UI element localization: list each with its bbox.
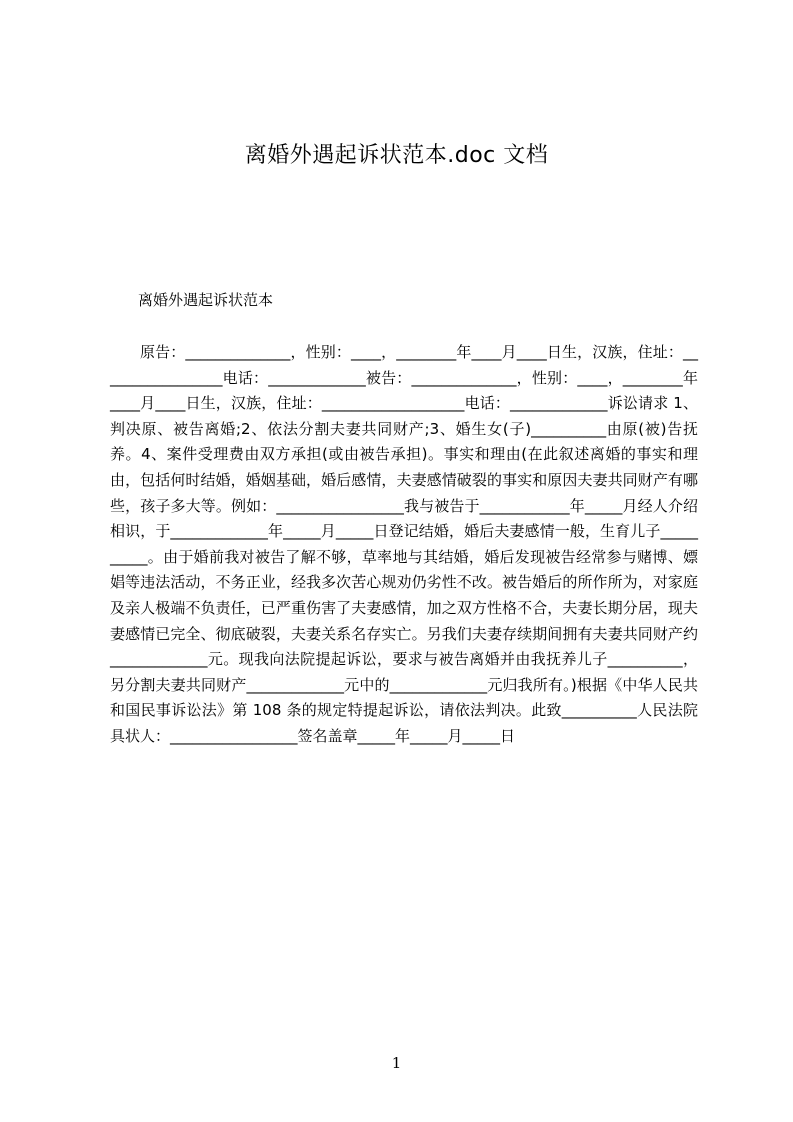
document-body-paragraph: 原告：______________，性别：____，________年____月____日生，汉族，住址：_________________电话：_____________被告：______________，性别：____，________年____月____日生，汉族，住址：___________________电话：_____________诉讼请求 1、判决原、被告离婚;2、依法分割夫妻共同财产;3、婚生女(子)__________由原(被)告抚养。4、案件受理费由双方承担(或由被告承担)。事实和理由(在此叙述离婚的事实和理由，包括何时结婚，婚姻基础，婚后感情，夫妻感情破裂的事实和原因夫妻共同财产有哪些，孩子多大等。例如：_________________我与被告于____________年_____月经人介绍相识，于_____________年_____月_____日登记结婚，婚后夫妻感情一般，生育儿子__________。由于婚前我对被告了解不够，草率地与其结婚，婚后发现被告经常参与赌博、嫖娼等违法活动，不务正业，经我多次苦心规劝仍劣性不改。被告婚后的所作所为，对家庭及亲人极端不负责任，已严重伤害了夫妻感情，加之双方性格不合，夫妻长期分居，现夫妻感情已完全、彻底破裂，夫妻关系名存实亡。另我们夫妻存续期间拥有夫妻共同财产约_____________元。现我向法院提起诉讼，要求与被告离婚并由我抚养儿子__________，另分割夫妻共同财产_____________元中的_____________元归我所有。)根据《中华人民共和国民事诉讼法》第 108 条的规定特提起诉讼，请依法判决。此致__________人民法院具状人：_________________签名盖章_____年_____月_____日	[110, 343, 698, 745]
document-title: 离婚外遇起诉状范本.doc 文档	[244, 143, 549, 168]
page-number: 1	[391, 1054, 402, 1072]
document-subtitle: 离婚外遇起诉状范本	[138, 291, 274, 309]
